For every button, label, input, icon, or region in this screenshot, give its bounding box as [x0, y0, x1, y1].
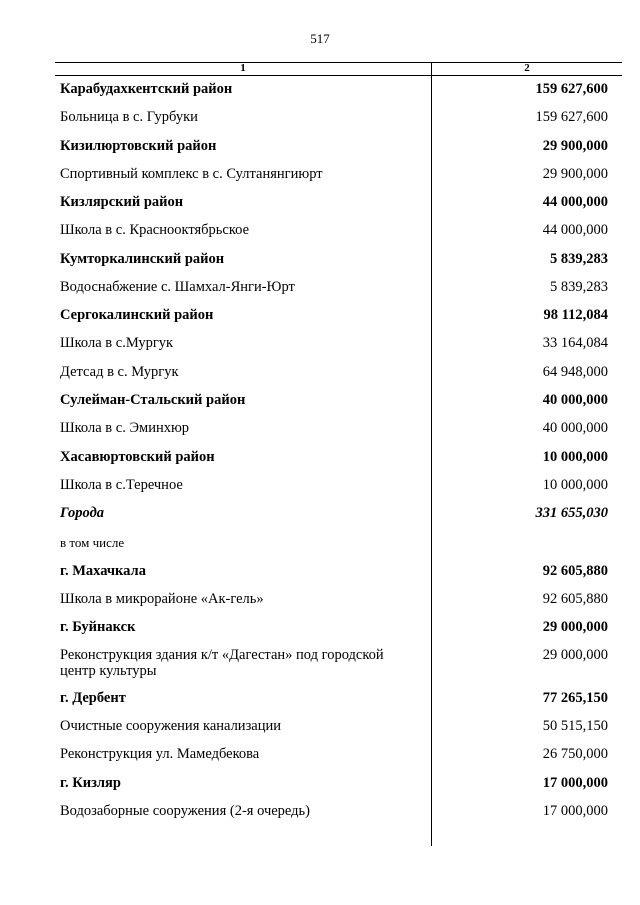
row-name: Школа в с.Мургук: [60, 335, 174, 351]
row-value: 5 839,283: [550, 279, 608, 295]
row-name: Кизлярский район: [60, 194, 184, 210]
row-name: г. Кизляр: [60, 775, 121, 791]
row-name: Сергокалинский район: [60, 307, 214, 323]
row-name: Карабудахкентский район: [60, 81, 233, 97]
row-name: Больница в с. Гурбуки: [60, 109, 198, 125]
budget-table: [55, 62, 622, 76]
row-value: 29 000,000: [542, 647, 608, 663]
row-name: Хасавюртовский район: [60, 449, 215, 465]
row-name: Детсад в с. Мургук: [60, 364, 179, 380]
row-value: 40 000,000: [542, 392, 608, 408]
row-name: г. Махачкала: [60, 563, 146, 579]
row-name: Школа в микрорайоне «Ак-гель»: [60, 591, 264, 607]
column-header-2: 2: [524, 62, 530, 74]
row-name: г. Буйнакск: [60, 619, 136, 635]
row-value: 64 948,000: [542, 364, 608, 380]
row-name: Города: [60, 505, 105, 521]
row-value: 331 655,030: [535, 505, 608, 521]
row-name: Водоснабжение с. Шамхал-Янги-Юрт: [60, 279, 295, 295]
row-value: 77 265,150: [542, 690, 608, 706]
row-value: 26 750,000: [542, 746, 608, 762]
row-name: Школа в с. Краснооктябрьское: [60, 222, 250, 238]
row-value: 29 900,000: [542, 138, 608, 154]
row-value: 17 000,000: [542, 775, 608, 791]
row-name: Реконструкция ул. Мамедбекова: [60, 746, 260, 762]
row-name: Школа в с.Теречное: [60, 477, 183, 493]
page-number: 517: [310, 31, 330, 46]
row-value: 44 000,000: [542, 222, 608, 238]
row-value: 92 605,880: [542, 591, 608, 607]
row-name: Кизилюртовский район: [60, 138, 217, 154]
row-value: 159 627,600: [535, 81, 608, 97]
column-divider: [431, 62, 432, 846]
row-value: 40 000,000: [542, 420, 608, 436]
row-value: 98 112,084: [543, 307, 608, 323]
row-name: Сулейман-Стальский район: [60, 392, 246, 408]
row-name: Кумторкалинский район: [60, 251, 225, 267]
row-value: 92 605,880: [542, 563, 608, 579]
row-value: 29 000,000: [542, 619, 608, 635]
row-name: Школа в с. Эминхюр: [60, 420, 190, 436]
row-value: 159 627,600: [535, 109, 608, 125]
row-value: 50 515,150: [542, 718, 608, 734]
row-value: 10 000,000: [542, 477, 608, 493]
row-value: 10 000,000: [542, 449, 608, 465]
row-value: 44 000,000: [542, 194, 608, 210]
table-header: [55, 62, 622, 76]
row-name: г. Дербент: [60, 690, 126, 706]
row-name: Реконструкция здания к/т «Дагестан» под городской центр культуры: [60, 647, 384, 679]
row-name: Водозаборные сооружения (2-я очередь): [60, 803, 310, 819]
row-name: Очистные сооружения канализации: [60, 718, 282, 734]
row-name: в том числе: [60, 535, 125, 550]
row-name: Спортивный комплекс в с. Султанянгиюрт: [60, 166, 323, 182]
row-value: 29 900,000: [542, 166, 608, 182]
row-value: 17 000,000: [542, 803, 608, 819]
row-value: 33 164,084: [542, 335, 608, 351]
column-header-1: 1: [240, 62, 246, 74]
row-value: 5 839,283: [550, 251, 608, 267]
